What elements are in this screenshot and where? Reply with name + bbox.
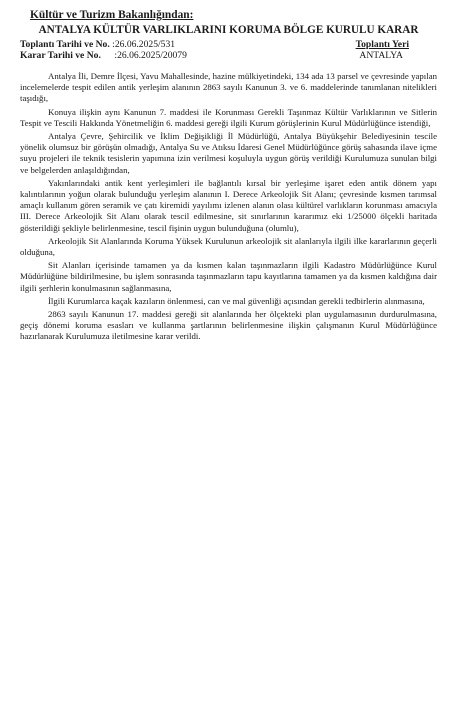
- paragraph: Antalya İli, Demre İlçesi, Yavu Mahallesinde, hazine mülkiyetindeki, 134 ada 13 parsel ve çevresinde yapılan incelemelerde tespit edilen antik yerleşim alanının 2863 sayılı Kanunun 3. ve 6. maddelerinde tanımlanan nitelikleri taşıdığı,: [20, 71, 437, 104]
- decision-date-value: :26.06.2025/20079: [114, 50, 187, 61]
- meeting-date-label: Toplantı Tarihi ve No.: [20, 39, 110, 50]
- paragraph: Arkeolojik Sit Alanlarında Koruma Yüksek Kurulunun arkeolojik sit alanlarıyla ilgili ilke kararlarının geçerli olduğuna,: [20, 235, 437, 258]
- meeting-place-label: Toplantı Yeri: [355, 39, 409, 50]
- paragraph: Yakınlarındaki antik kent yerleşimleri ile bağlantılı kırsal bir yerleşime işaret eden antik dönem yapı kalıntılarının yoğun olarak bulunduğu yerleşim alanının I. Derece Arkeolojik Sit Alanı; çevresinde kısmen tarımsal amaçlı kullanım gören seramik ve çatı kiremidi yayılımı izlenen alanın olası kültürel varlıkların korunması amacıyla III. Derece Arkeolojik Sit Alanı olarak tescil edilmesine, sit sınırlarının kararımız eki 1/25000 ölçekli haritada gösterildiği şekliyle belirlenmesine, tescil fişinin uygun bulunduğuna (olumlu),: [20, 177, 437, 233]
- paragraph: İlgili Kurumlarca kaçak kazıların önlenmesi, can ve mal güvenliği açısından gerekli tedbirlerin alınmasına,: [48, 295, 425, 306]
- decision-date-label: Karar Tarihi ve No.: [20, 50, 101, 61]
- meeting-date-value: :26.06.2025/531: [112, 39, 176, 50]
- ministry-heading: Kültür ve Turizm Bakanlığından:: [30, 9, 194, 21]
- paragraph: Konuya ilişkin aynı Kanunun 7. maddesi ile Korunması Gerekli Taşınmaz Kültür Varlıklarının ve Sitlerin Tespit ve Tescili Hakkında Yönetmeliğin 6. maddesi gereği ilgili Kurum görüşlerinin Kurul Müdürlüğünce istendiği,: [20, 106, 437, 128]
- meeting-date-row: [20, 39, 437, 50]
- decision-date-row: [20, 50, 437, 61]
- board-title: ANTALYA KÜLTÜR VARLIKLARINI KORUMA BÖLGE KURULU KARAR: [38, 24, 419, 36]
- paragraph: Antalya Çevre, Şehircilik ve İklim Değişikliği İl Müdürlüğü, Antalya Büyükşehir Belediyesinin tescile yönelik olumsuz bir görüşün olmadığı, Antalya Su ve Atıksu İdaresi Genel Müdürlüğünce görüş sahasında ilave içme suyu projeleri ile teknik tesislerin yapımına izin verilmesi koşuluyla uygun görüş verildiği Kurulumuza sunulan bilgi ve belgelerden anlaşıldığından,: [20, 131, 437, 175]
- meeting-info: [20, 39, 437, 61]
- meeting-place-value: ANTALYA: [359, 50, 403, 61]
- paragraph: 2863 sayılı Kanunun 17. maddesi gereği sit alanlarında her ölçekteki plan uygulamasının durdurulmasına, geçiş dönemi koruma esasları ve kullanma şartlarının belirlenmesine ilişkin çalışmanın Kurul Müdürlüğünce hazırlanarak Kurulumuza iletilmesine karar verildi.: [20, 309, 437, 342]
- decision-body: [20, 71, 437, 343]
- paragraph: Sit Alanları içerisinde tamamen ya da kısmen kalan taşınmazların ilgili Kadastro Müdürlüğünce Kurul Müdürlüğüne bildirilmesine, bu işlem sonrasında taşınmazların tapu kayıtlarına tamamen ya da kısmen kaldığına dair ilgili şerhlerin konulmasının sağlanmasına,: [20, 260, 437, 293]
